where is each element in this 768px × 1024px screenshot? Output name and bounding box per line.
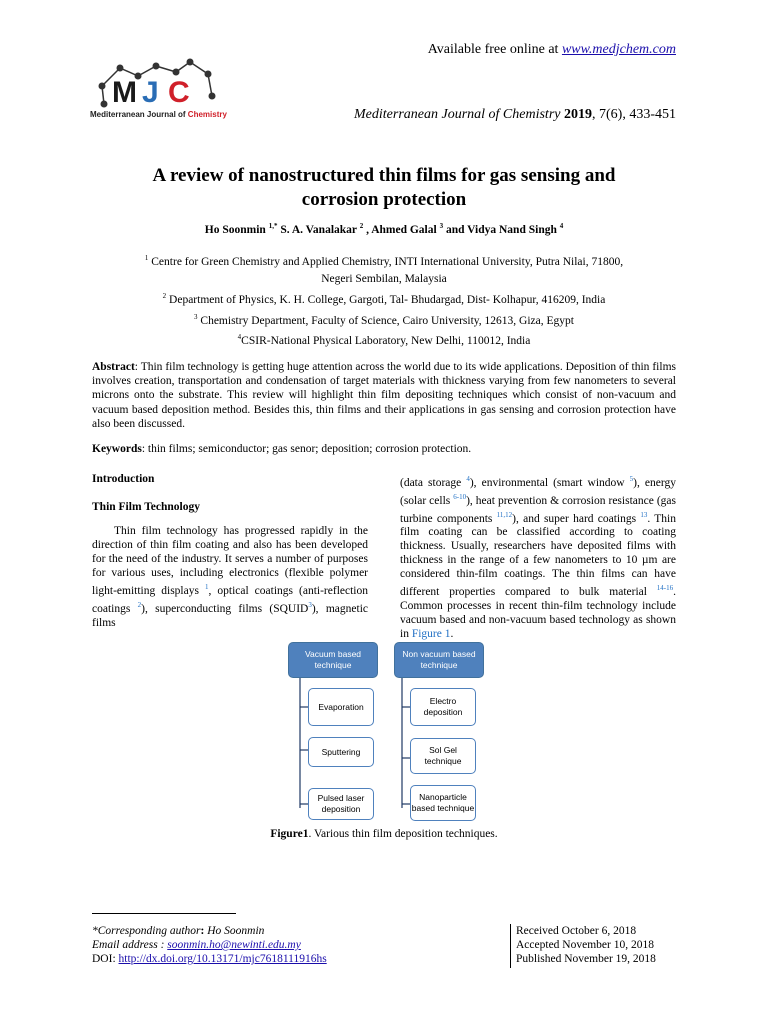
intro-paragraph-continued: (data storage $^4$), environmental (smart window $^5$), energy (solar cells $^{6-10}$), heat prevention & corrosion resistance (gas turbine components $^{11,12}$), and super hard coatings $^{13}$. Thin film coating can be classified according to coating thickness. Usually, researchers have deposited films with thickness in the range of a few nanometers to 10 µm are considered thin-film coatings. The thin films can have different properties compared to bulk material $^{14-16}$. Common processes in recent thin-film technology include vacuum based and non-vacuum based technology as shown in Figure 1. bbox=[400, 475, 676, 641]
figure-1-link[interactable]: Figure 1 bbox=[411, 628, 451, 641]
email-link[interactable]: soonmin.ho@newinti.edu.my bbox=[167, 939, 301, 951]
accepted-date: Accepted November 10, 2018 bbox=[516, 939, 654, 951]
left-column bbox=[92, 472, 368, 630]
publication-dates bbox=[516, 924, 656, 966]
author-list: Ho Soonmin $^{1,*}$ S. A. Vanalakar $^2$ , Ahmed Galal $^3$ and Vidya Nand Singh $^4$ bbox=[204, 222, 564, 236]
figure-caption: Figure1. Various thin film deposition techniques. bbox=[270, 828, 498, 840]
intro-paragraph: Thin film technology has progressed rapidly in the direction of thin film coating and also has been developed for the need of the industry. It serves a number of purposes for various uses, including electronics (flexible polymer light-emitting displays $^1$, optical coatings (anti-reflection coatings $^2$), superconducting films (SQUID$^3$), magnetic films bbox=[92, 525, 368, 629]
subsection-heading-thin-film-technology: Thin Film Technology bbox=[92, 501, 201, 513]
published-date: Published November 19, 2018 bbox=[516, 953, 656, 965]
available-online: Available free online at www.medjchem.com bbox=[427, 42, 676, 57]
footnote-rule bbox=[92, 913, 236, 914]
citation-ref[interactable]: 3 bbox=[308, 600, 312, 609]
footer-divider bbox=[510, 924, 511, 968]
vacuum-based-box: Vacuum based technique bbox=[288, 642, 378, 678]
logo-letter-m: M bbox=[112, 76, 137, 109]
abstract: Abstract: Thin film technology is getting huge attention across the world due to its wide applications. Deposition of thin films involves creation, transportation and condensation of target materials with thickness varying from few nanometers to several microns onto the substrate. This review will highlight thin film depositing techniques which consist of non-vacuum and vacuum based deposition method. Besides this, thin films and their applications in gas sensing and corrosion protection have also been discussed. bbox=[92, 361, 676, 430]
journal-website-link[interactable]: www.medjchem.com bbox=[561, 42, 676, 57]
citation-ref[interactable]: 13 bbox=[640, 510, 648, 519]
keywords: Keywords: thin films; semiconductor; gas senor; deposition; corrosion protection. bbox=[92, 443, 472, 455]
citation-ref[interactable]: 6-10 bbox=[453, 492, 467, 501]
received-date: Received October 6, 2018 bbox=[516, 925, 637, 937]
affiliation-1a: $^1$ Centre for Green Chemistry and Applied Chemistry, INTI International University, Putra Nilai, 71800, bbox=[144, 254, 624, 268]
right-column bbox=[400, 472, 676, 641]
doi-link[interactable]: http://dx.doi.org/10.13171/mjc7618111916hs bbox=[118, 953, 327, 965]
citation-ref[interactable]: 1 bbox=[204, 583, 209, 591]
affiliation-2: $^2$ Department of Physics, K. H. College, Gargoti, Tal- Bhudargad, Dist- Kolhapur, 416209, India bbox=[162, 291, 606, 306]
logo-letter-c: C bbox=[168, 76, 190, 109]
citation-ref[interactable]: 2 bbox=[137, 600, 142, 609]
citation-ref[interactable]: 11,12 bbox=[496, 510, 513, 519]
affiliations bbox=[90, 250, 678, 350]
pulsed-laser-deposition-box: Pulsed laser deposition bbox=[308, 788, 374, 820]
logo-letter-j: J bbox=[142, 76, 159, 109]
deposition-techniques-diagram bbox=[286, 642, 486, 822]
evaporation-box: Evaporation bbox=[308, 688, 374, 726]
affiliation-3: $^3$ Chemistry Department, Faculty of Science, Cairo University, 12613, Giza, Egypt bbox=[194, 312, 574, 327]
affiliation-4: $^4$CSIR-National Physical Laboratory, New Delhi, 110012, India bbox=[237, 333, 531, 348]
sol-gel-technique-box: Sol Gel technique bbox=[410, 738, 476, 774]
paper-title: A review of nanostructured thin films for gas sensing and corrosion protection bbox=[152, 165, 616, 210]
logo-subtitle: Mediterranean Journal of Chemistry bbox=[90, 110, 227, 119]
non-vacuum-based-box: Non vacuum based technique bbox=[394, 642, 484, 678]
citation-ref[interactable]: 4 bbox=[466, 475, 470, 483]
correspondence-info: *Corresponding author: Ho Soonmin Email address : soonmin.ho@newinti.edu.my DOI: http://dx.doi.org/10.13171/mjc7618111916hs bbox=[92, 925, 327, 965]
section-heading-introduction: Introduction bbox=[92, 473, 155, 485]
nanoparticle-technique-box: Nanoparticle based technique bbox=[410, 785, 476, 821]
citation-ref[interactable]: 14-16 bbox=[656, 584, 674, 593]
electro-deposition-box: Electro deposition bbox=[410, 688, 476, 726]
affiliation-1b: Negeri Sembilan, Malaysia bbox=[321, 272, 447, 285]
journal-citation: Mediterranean Journal of Chemistry 2019, 7(6), 433-451 bbox=[354, 107, 676, 122]
sputtering-box: Sputtering bbox=[308, 737, 374, 767]
citation-ref[interactable]: 5 bbox=[629, 475, 634, 483]
